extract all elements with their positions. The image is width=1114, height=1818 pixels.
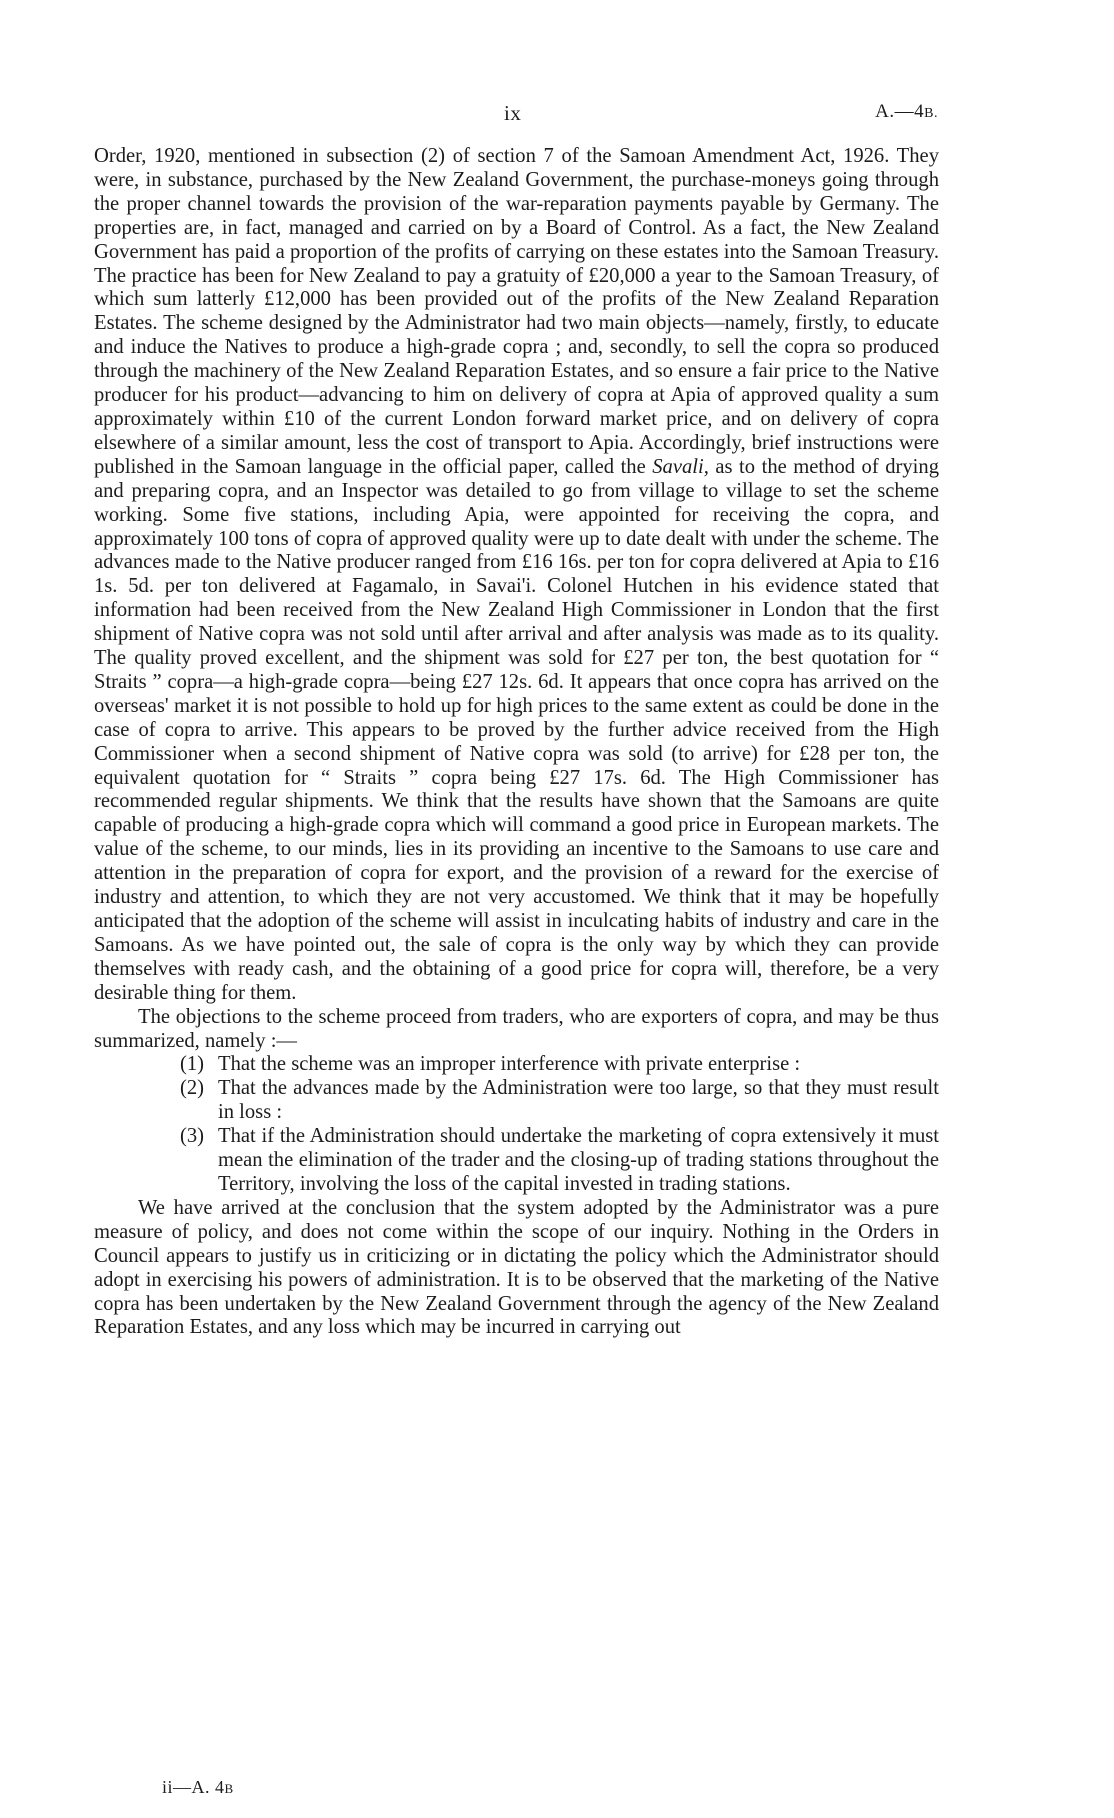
- paragraph-copra-scheme-part-a: Order, 1920, mentioned in subsection (2) of section 7 of the Samoan Amendment Act, 1926. They were, in substance, purchased by the New Zealand Government, the purchase-moneys going through the proper channel towards the provision of the war-reparation payments payable by Germany. The properties are, in fact, managed and carried on by a Board of Control. As a fact, the New Zealand Government has paid a proportion of the profits of carrying on these estates into the Samoan Treasury. The practice has been for New Zealand to pay a gratuity of £20,000 a year to the Samoan Treasury, of which sum latterly £12,000 has been provided out of the profits of the New Zealand Reparation Estates. The scheme designed by the Administrator had two main objects—namely, firstly, to educate and induce the Natives to produce a high-grade copra ; and, secondly, to sell the copra so produced through the machinery of the New Zealand Reparation Estates, and so ensure a fair price to the Native producer for his product—advancing to him on delivery of copra at Apia of approved quality a sum approximately within £10 of the current London forward market price, and on delivery of copra elsewhere of a similar amount, less the cost of transport to Apia. Accordingly, brief instructions were published in the Samoan language in the official paper, called the: [94, 145, 939, 478]
- page-number: ix: [504, 101, 522, 125]
- list-item-number: (3): [180, 1125, 205, 1148]
- body-text: [94, 145, 939, 1340]
- paragraph-copra-scheme: [94, 145, 939, 1006]
- document-reference: [875, 101, 938, 123]
- list-item-text: That if the Administration should undertake the marketing of copra extensively it must mean the elimination of the trader and the closing-up of trading stations throughout the Territory, involving the loss of the capital invested in trading stations.: [218, 1125, 939, 1195]
- signature-mark: [162, 1777, 234, 1798]
- document-reference-suffix: B.: [924, 106, 938, 121]
- signature-mark-suffix: B: [224, 1781, 234, 1796]
- savali-newspaper-title: Savali,: [652, 455, 709, 478]
- list-item: [180, 1125, 939, 1197]
- list-item: [180, 1053, 939, 1077]
- objections-list: [94, 1053, 939, 1196]
- list-item: [180, 1077, 939, 1125]
- page-header: [0, 101, 1114, 129]
- list-item-number: (2): [180, 1077, 205, 1100]
- document-reference-main: A.—4: [875, 101, 925, 122]
- paragraph-conclusion: We have arrived at the conclusion that the system adopted by the Administrator was a pure measure of policy, and does not come within the scope of our inquiry. Nothing in the Orders in Council appears to justify us in criticizing or in dictating the policy which the Administrator should adopt in exercising his powers of administration. It is to be observed that the marketing of the Native copra has been undertaken by the New Zealand Government through the agency of the New Zealand Reparation Estates, and any loss which may be incurred in carrying out: [94, 1196, 939, 1339]
- list-item-text: That the advances made by the Administration were too large, so that they must result in loss :: [218, 1077, 939, 1124]
- signature-mark-main: ii—A. 4: [162, 1777, 225, 1797]
- paragraph-objections-intro: The objections to the scheme proceed from traders, who are exporters of copra, and may be thus summarized, namely :—: [94, 1005, 939, 1052]
- paragraph-copra-scheme-part-b: as to the method of drying and preparing copra, and an Inspector was detailed to go from village to village to set the scheme working. Some five stations, including Apia, were appointed for receiving the copra, and approximately 100 tons of copra of approved quality were up to date dealt with under the scheme. The advances made to the Native producer ranged from £16 16s. per ton for copra delivered at Apia to £16 1s. 5d. per ton delivered at Fagamalo, in Savai'i. Colonel Hutchen in his evidence stated that information had been received from the New Zealand High Commissioner in London that the first shipment of Native copra was not sold until after arrival and after analysis was made as to its quality. The quality proved excellent, and the shipment was sold for £27 per ton, the best quotation for “ Straits ” copra—a high-grade copra—being £27 12s. 6d. It appears that once copra has arrived on the overseas' market it is not possible to hold up for high prices to the same extent as could be done in the case of copra to arrive. This appears to be proved by the further advice received from the High Commissioner when a second shipment of Native copra was sold (to arrive) for £28 per ton, the equivalent quotation for “ Straits ” copra being £27 17s. 6d. The High Commissioner has recommended regular shipments. We think that the results have shown that the Samoans are quite capable of producing a high-grade copra which will command a good price in European markets. The value of the scheme, to our minds, lies in its providing an incentive to the Samoans to use care and attention in the preparation of copra for export, and the provision of a reward for the exercise of industry and attention, to which they are not very accustomed. We think that it may be hopefully anticipated that the adoption of the scheme will assist in inculcating habits of industry and care in the Samoans. As we have pointed out, the sale of copra is the only way by which they can provide themselves with ready cash, and the obtaining of a good price for copra will, therefore, be a very desirable thing for them.: [94, 455, 939, 1004]
- list-item-text: That the scheme was an improper interference with private enterprise :: [218, 1053, 801, 1076]
- list-item-number: (1): [180, 1053, 205, 1076]
